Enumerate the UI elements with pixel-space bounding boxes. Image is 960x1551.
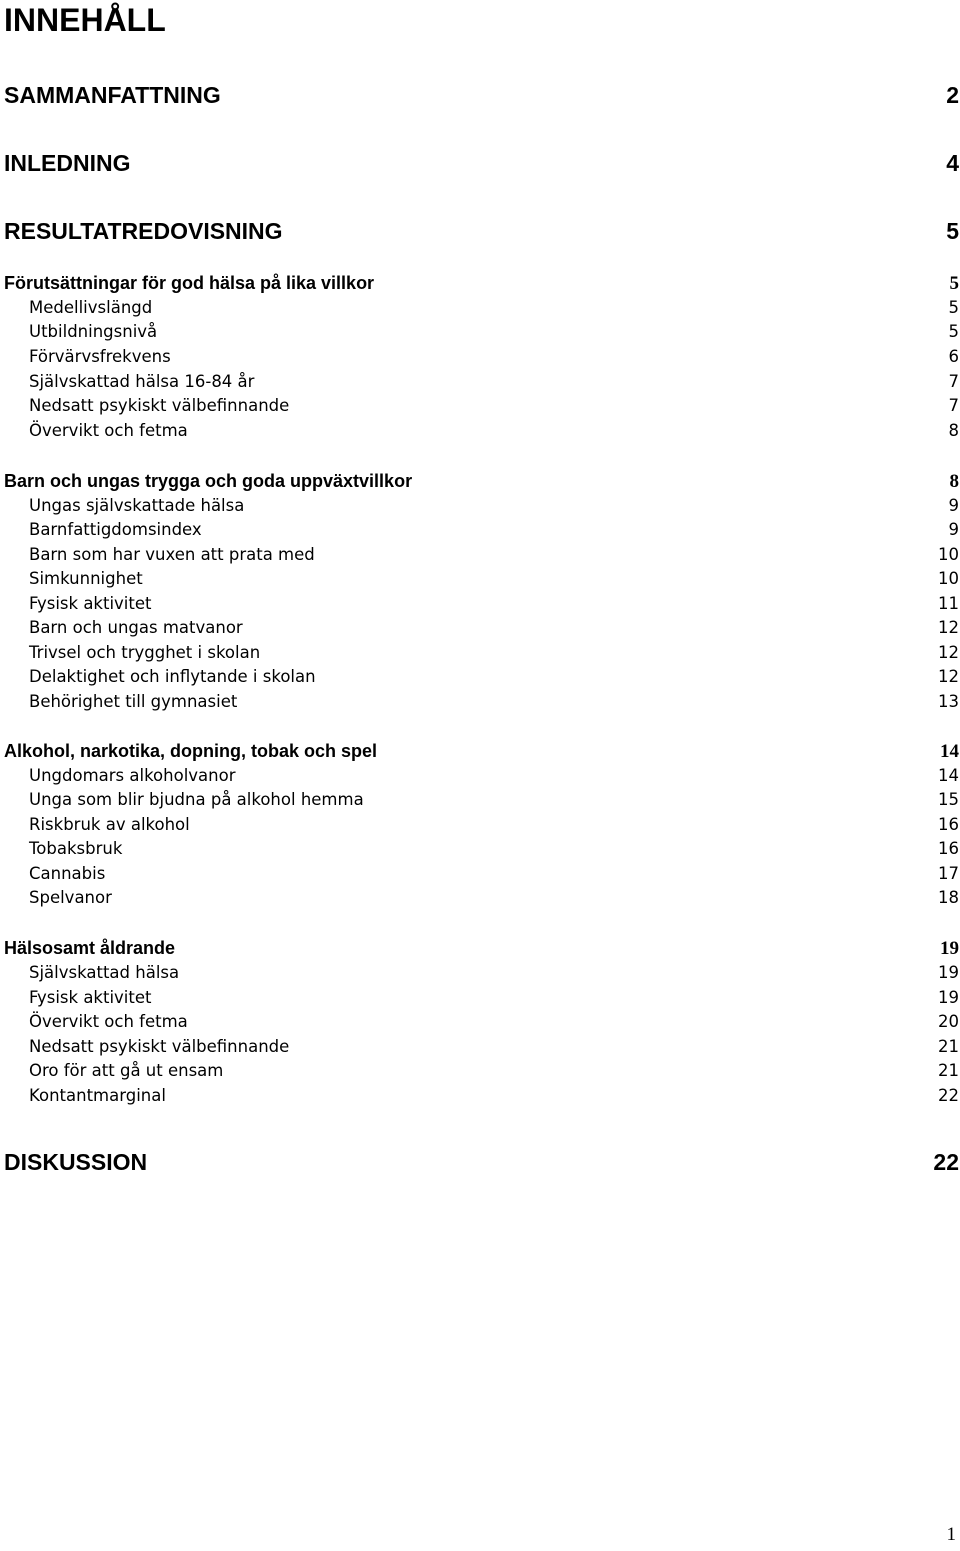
toc-entry-label: SAMMANFATTNING <box>4 82 221 108</box>
toc-entry-page: 22 <box>938 1086 959 1105</box>
toc-entry <box>4 618 959 637</box>
toc-entry-label: Övervikt och fetma <box>29 1012 188 1031</box>
toc-entry-label: RESULTATREDOVISNING <box>4 218 283 244</box>
toc-entry-label: Kontantmarginal <box>29 1086 166 1105</box>
toc-entry-label: Alkohol, narkotika, dopning, tobak och spel <box>4 741 378 761</box>
toc-entry <box>4 692 959 711</box>
toc-entry <box>4 766 959 785</box>
toc-entry-label: Nedsatt psykiskt välbefinnande <box>29 1037 290 1056</box>
toc-entry <box>4 569 959 588</box>
toc-entry-page: 10 <box>938 569 959 588</box>
toc-entry <box>4 471 959 493</box>
toc-entry <box>4 347 959 366</box>
toc-entry <box>4 839 959 858</box>
toc-entry-label: Övervikt och fetma <box>29 421 188 440</box>
toc-entry-page: 17 <box>938 864 959 883</box>
toc-entry <box>4 1037 959 1056</box>
toc-entry-label: Unga som blir bjudna på alkohol hemma <box>29 790 364 809</box>
toc-entry-page: 16 <box>938 815 959 834</box>
toc-entry-page: 5 <box>948 298 959 317</box>
toc-entry-label: DISKUSSION <box>4 1149 148 1175</box>
toc-entry <box>4 273 959 295</box>
toc-entry-label: Barnfattigdomsindex <box>29 520 202 539</box>
toc-entry <box>4 938 959 960</box>
toc-entry-label: Barn och ungas trygga och goda uppväxtvillkor <box>4 471 413 491</box>
toc-entry <box>4 520 959 539</box>
toc-entry-label: Cannabis <box>29 864 106 883</box>
toc-entry <box>4 150 959 177</box>
toc-entry-label: Behörighet till gymnasiet <box>29 692 238 711</box>
toc-entry-page: 22 <box>933 1149 959 1175</box>
toc-entry <box>4 218 959 245</box>
toc-entry <box>4 1012 959 1031</box>
toc-entry-label: Medellivslängd <box>29 298 153 317</box>
toc-entry-label: Spelvanor <box>29 888 112 907</box>
toc-entry-page: 19 <box>938 988 959 1007</box>
toc-entry-page: 19 <box>940 938 959 959</box>
toc-entry-label: Tobaksbruk <box>29 839 123 858</box>
toc-entry <box>4 815 959 834</box>
toc-entry-page: 10 <box>938 545 959 564</box>
toc-entry-label: Barn som har vuxen att prata med <box>29 545 315 564</box>
toc-entry <box>4 888 959 907</box>
toc-entry-page: 8 <box>949 471 959 492</box>
toc-entry-label: Barn och ungas matvanor <box>29 618 243 637</box>
toc-entry-page: 5 <box>948 322 959 341</box>
toc-entry-page: 8 <box>948 421 959 440</box>
toc-entry-label: Riskbruk av alkohol <box>29 815 190 834</box>
toc-entry-page: 21 <box>938 1037 959 1056</box>
toc-entry-page: 7 <box>948 372 959 391</box>
toc-entry <box>4 790 959 809</box>
toc-entry-page: 18 <box>938 888 959 907</box>
toc-entry-label: Trivsel och trygghet i skolan <box>29 643 261 662</box>
toc-entry-label: Förvärvsfrekvens <box>29 347 171 366</box>
page-title: INNEHÅLL <box>4 2 166 38</box>
toc-entry-page: 20 <box>938 1012 959 1031</box>
toc-entry <box>4 545 959 564</box>
toc-entry <box>4 322 959 341</box>
toc-entry-page: 4 <box>946 150 959 176</box>
toc-entry-label: Ungas självskattade hälsa <box>29 496 245 515</box>
toc-entry-page: 6 <box>948 347 959 366</box>
toc-entry-page: 15 <box>938 790 959 809</box>
toc-entry <box>4 1061 959 1080</box>
toc-entry-label: Utbildningsnivå <box>29 322 158 341</box>
toc-entry-label: Simkunnighet <box>29 569 143 588</box>
toc-entry-page: 11 <box>938 594 959 613</box>
toc-entry-page: 5 <box>949 273 959 294</box>
toc-entry <box>4 643 959 662</box>
toc-entry-page: 7 <box>948 396 959 415</box>
toc-entry <box>4 396 959 415</box>
toc-entry-page: 13 <box>938 692 959 711</box>
toc-entry <box>4 298 959 317</box>
toc-entry <box>4 82 959 109</box>
toc-entry-page: 14 <box>940 741 959 762</box>
toc-entry <box>4 1149 959 1176</box>
toc-entry-page: 5 <box>946 218 959 244</box>
toc-entry <box>4 963 959 982</box>
toc-entry-label: Självskattad hälsa 16-84 år <box>29 372 255 391</box>
toc-entry <box>4 372 959 391</box>
toc-entry-label: Hälsosamt åldrande <box>4 938 176 958</box>
toc-entry <box>4 988 959 1007</box>
toc-entry-label: Ungdomars alkoholvanor <box>29 766 236 785</box>
toc-entry <box>4 496 959 515</box>
toc-entry-label: Självskattad hälsa <box>29 963 180 982</box>
toc-entry <box>4 1086 959 1105</box>
toc-entry-label: Fysisk aktivitet <box>29 594 152 613</box>
toc-entry-page: 16 <box>938 839 959 858</box>
toc-entry-label: Fysisk aktivitet <box>29 988 152 1007</box>
toc-entry-label: Oro för att gå ut ensam <box>29 1061 224 1080</box>
toc-entry-page: 12 <box>938 667 959 686</box>
toc-entry-page: 19 <box>938 963 959 982</box>
toc-entry-page: 12 <box>938 643 959 662</box>
toc-entry-label: Delaktighet och inflytande i skolan <box>29 667 316 686</box>
toc-entry-page: 12 <box>938 618 959 637</box>
toc-entry-page: 14 <box>938 766 959 785</box>
toc-entry-label: INLEDNING <box>4 150 131 176</box>
toc-entry-label: Nedsatt psykiskt välbefinnande <box>29 396 290 415</box>
toc-entry-page: 9 <box>948 520 959 539</box>
toc-entry-page: 9 <box>948 496 959 515</box>
page-number: 1 <box>946 1524 956 1545</box>
toc-entry <box>4 594 959 613</box>
toc-entry <box>4 864 959 883</box>
toc-entry-page: 2 <box>946 82 959 108</box>
toc-entry <box>4 421 959 440</box>
toc-entry-page: 21 <box>938 1061 959 1080</box>
toc-entry-label: Förutsättningar för god hälsa på lika villkor <box>4 273 375 293</box>
toc-entry <box>4 741 959 763</box>
toc-entry <box>4 667 959 686</box>
